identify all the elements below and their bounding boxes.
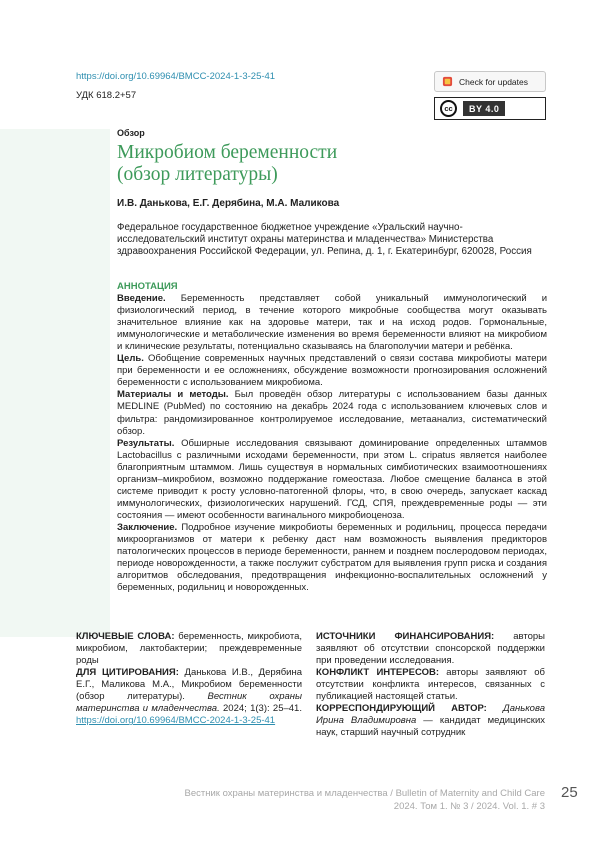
license-label: BY 4.0 bbox=[463, 101, 505, 116]
citation-label: ДЛЯ ЦИТИРОВАНИЯ: bbox=[76, 667, 179, 679]
udk-code: УДК 618.2+57 bbox=[76, 90, 137, 101]
funding-text: авторы заявляют об отсутствии спонсорской поддержки при проведении исследования. bbox=[316, 631, 545, 667]
citation bbox=[76, 667, 302, 727]
abstract-results bbox=[117, 438, 547, 522]
citation-doi-link[interactable]: https://doi.org/10.69964/BMCC-2024-1-3-25-41 bbox=[76, 715, 276, 727]
aim-label: Цель. bbox=[117, 353, 144, 365]
introduction-text: Беременность представляет собой уникальный иммунологический и физиологический период, в течение которого микробные сообщества могут оказывать значительное влияние как на здоровье матери, так и на исход родов. Гормональные, иммунологические и метаболические изменения во время беременности влияют на микробиом и клинические результаты, потенциально сказываясь на благополучии матери и ребёнка. bbox=[117, 293, 547, 353]
authors: И.В. Данькова, Е.Г. Дерябина, М.А. Маликова bbox=[117, 198, 340, 209]
aim-text: Обобщение современных научных представлений о связи состава микробиоты матери при беременности и ее осложнениях, обсуждение возможности прогнозирования осложнений беременности с использованием микробиома. bbox=[117, 353, 547, 389]
funding-label: ИСТОЧНИКИ ФИНАНСИРОВАНИЯ: bbox=[316, 631, 495, 642]
keywords-text: беременность, микробиота, микробиом, лактобактерии; преждевременные роды bbox=[76, 631, 302, 667]
corresponding-author-label: КОРРЕСПОНДИРУЮЩИЙ АВТОР: bbox=[316, 703, 487, 715]
check-for-updates-badge[interactable] bbox=[434, 71, 546, 92]
citation-issue: 2024; 1(3): 25–41. bbox=[219, 703, 302, 715]
conflict-text: авторы заявляют об отсутствии конфликта интересов, связанных с публикацией настоящей статьи. bbox=[316, 667, 545, 703]
article-title bbox=[117, 142, 447, 186]
keywords bbox=[76, 631, 302, 667]
conflict-label: КОНФЛИКТ ИНТЕРЕСОВ: bbox=[316, 667, 439, 679]
cc-license-badge[interactable] bbox=[434, 97, 546, 120]
conclusion-label: Заключение. bbox=[117, 521, 178, 533]
citation-journal: Вестник охраны материнства и младенчества. bbox=[76, 691, 302, 715]
creative-commons-icon: cc bbox=[440, 100, 457, 117]
abstract bbox=[117, 281, 547, 594]
affiliation: Федеральное государственное бюджетное учреждение «Уральский научно-исследовательский институт охраны материнства и младенчества» Министерства здравоохранения Российской Федерации, ул. Репина, д. 1, г. Екатеринбург, 620028, Россия bbox=[117, 222, 532, 258]
metadata-right-column bbox=[316, 631, 545, 739]
footer-issue: 2024. Том 1. № 3 / 2024. Vol. 1. # 3 bbox=[393, 801, 545, 812]
conclusion-text: Подробное изучение микробиоты беременных и родильниц, процесса передачи микроорганизмов от матери к ребенку даст нам возможность выявления предикторов патологических процессов в периоде беременности, раннем и позднем послеродовом периодах, периоде новорожденности, а также послужит субстратом для выявления групп риска и создания алгоритмов обследования, предотвращения инфекционно-воспалительных осложнений у беременных, родильниц и новорожденных. bbox=[117, 521, 547, 594]
doi-link[interactable]: https://doi.org/10.69964/BMCC-2024-1-3-25-41 bbox=[76, 71, 276, 82]
methods-text: Был проведён обзор литературы с использованием базы данных MEDLINE (PubMed) по состоянию на декабрь 2024 года с использованием ключевых слов и фильтра: рандомизированное контролируемое исследование, метаанализ, систематический обзор. bbox=[117, 389, 547, 437]
methods-label: Материалы и методы. bbox=[117, 389, 229, 401]
footer-journal bbox=[170, 787, 545, 813]
title-line-1: Микробиом беременности bbox=[117, 142, 338, 163]
corresponding-author bbox=[316, 703, 545, 739]
metadata-left-column bbox=[76, 631, 302, 727]
introduction-label: Введение. bbox=[117, 293, 166, 305]
abstract-conclusion bbox=[117, 522, 547, 594]
footer-journal-title: Вестник охраны материнства и младенчества / Bulletin of Maternity and Child Care bbox=[184, 788, 545, 799]
results-text: Обширные исследования связывают доминирование определенных штаммов Lactobacillus с различными исходами беременности, при этом L. cripatus является наиболее благоприятным штаммом. Лишь существуя в нормальных симбиотических взаимоотношениях организм–микробиом, возможно поддержание гомеостаза. Любое смещение баланса в этой системе приводит к росту условно-патогенной флоры, что, в свою очередь, запускает каскад иммунологических, физиологических нарушений. ГСД, СПЯ, преждевременные роды — эти состояния — имеют особенности вагинального микробиоценоза. bbox=[117, 437, 547, 521]
funding bbox=[316, 631, 545, 667]
article-type: Обзор bbox=[117, 128, 145, 138]
check-for-updates-label: Check for updates bbox=[459, 76, 528, 87]
abstract-aim bbox=[117, 353, 547, 389]
abstract-introduction bbox=[117, 293, 547, 353]
crossmark-icon bbox=[442, 76, 453, 87]
page-number: 25 bbox=[561, 784, 578, 801]
corresponding-author-text: — кандидат медицинских наук, старший научный сотрудник bbox=[316, 715, 546, 739]
side-band bbox=[0, 129, 110, 637]
conflict-of-interest bbox=[316, 667, 545, 703]
title-line-2: (обзор литературы) bbox=[117, 164, 278, 185]
keywords-label: КЛЮЧЕВЫЕ СЛОВА: bbox=[76, 631, 175, 642]
abstract-heading: АННОТАЦИЯ bbox=[117, 281, 178, 292]
results-label: Результаты. bbox=[117, 437, 175, 449]
corresponding-author-name: Данькова Ирина Владимировна bbox=[316, 703, 545, 727]
citation-text: Данькова И.В., Дерябина Е.Г., Маликова М.А., Микробиом беременности (обзор литературы). bbox=[76, 667, 302, 703]
abstract-methods bbox=[117, 389, 547, 437]
